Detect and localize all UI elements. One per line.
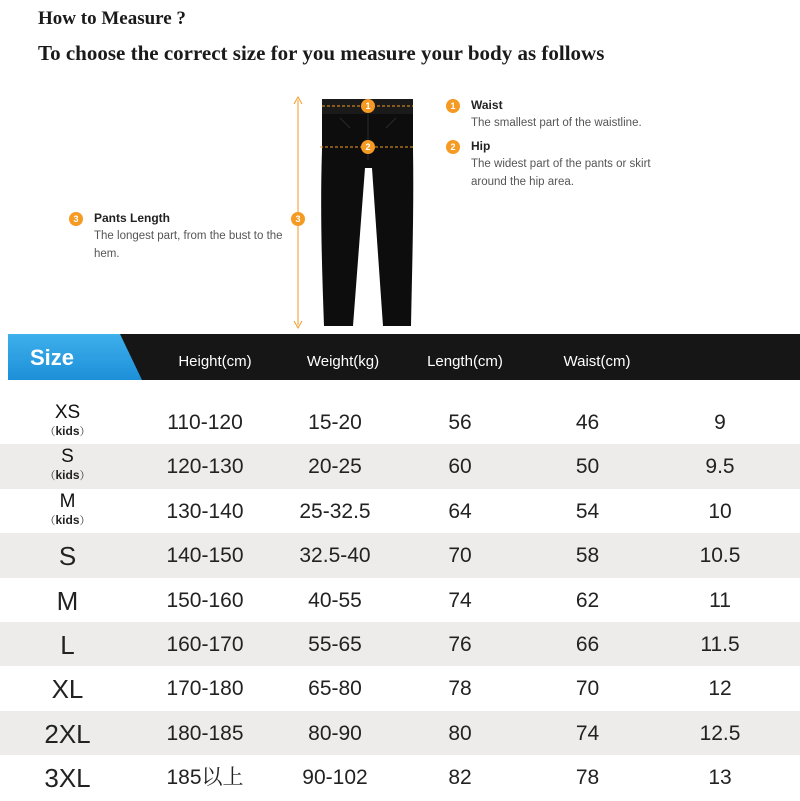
waist-cell: 66 <box>575 632 600 656</box>
kids-note <box>10 423 125 440</box>
length-cell: 78 <box>448 677 472 701</box>
length-cell: 56 <box>448 411 472 434</box>
hip-note-description: The widest part of the pants or skirt around the hip area. <box>471 158 651 188</box>
header-size-label: Size <box>30 345 75 370</box>
header-length: Length(cm) <box>427 353 503 370</box>
size-label: XS <box>54 402 81 423</box>
size-cell: XL <box>51 674 84 705</box>
size-cell: M <box>56 585 79 616</box>
hip-note-badge: 2 <box>446 140 460 154</box>
weight-cell: 80-90 <box>308 721 362 745</box>
waist-cell: 46 <box>575 411 600 434</box>
weight-cell: 25-32.5 <box>299 499 371 523</box>
table-row <box>0 622 800 666</box>
header-size-tab <box>8 334 142 380</box>
size-table-header <box>0 334 800 380</box>
height-cell: 140-150 <box>166 544 244 568</box>
length-cell: 82 <box>448 766 472 790</box>
weight-cell: 20-25 <box>308 455 362 479</box>
waist-cell: 74 <box>575 721 600 745</box>
waist-note-description: The smallest part of the waistline. <box>471 117 642 129</box>
length-marker-badge: 3 <box>291 212 305 226</box>
length-cell: 60 <box>448 455 472 479</box>
height-cell: 185以上 <box>166 766 244 790</box>
kids-label: kids <box>55 424 80 438</box>
hip-marker-badge: 2 <box>361 140 375 154</box>
kids-label: kids <box>55 468 80 483</box>
page-subtitle: To choose the correct size for you measure your body as follows <box>38 41 605 65</box>
measurement-figure <box>0 0 800 335</box>
size-cell: L <box>60 629 75 660</box>
length-cell: 74 <box>448 588 472 612</box>
size-cell: S <box>58 541 77 572</box>
weight-cell: 55-65 <box>308 632 362 656</box>
waist-marker-badge: 1 <box>361 99 375 113</box>
extra-cell: 12 <box>708 677 732 701</box>
size-cell <box>10 444 125 488</box>
size-table-body <box>0 400 800 800</box>
waist-note-badge: 1 <box>446 99 460 113</box>
waist-cell: 62 <box>575 588 600 612</box>
table-row <box>0 666 800 710</box>
waist-note <box>471 96 671 132</box>
length-cell: 80 <box>448 721 472 745</box>
extra-cell: 9 <box>714 411 726 434</box>
length-cell: 76 <box>448 632 472 656</box>
waist-cell: 50 <box>575 455 600 479</box>
table-row <box>0 489 800 533</box>
hip-note <box>471 137 661 191</box>
open-paren: （ <box>44 514 56 527</box>
open-paren: （ <box>44 470 56 483</box>
table-row <box>0 578 800 622</box>
header-weight: Weight(kg) <box>306 353 380 370</box>
kids-label: kids <box>55 512 80 527</box>
length-note-description: The longest part, from the bust to the hem. <box>94 230 283 260</box>
waist-note-title: Waist <box>471 98 503 112</box>
height-cell: 180-185 <box>166 721 244 745</box>
size-label: M <box>59 490 76 512</box>
weight-cell: 90-102 <box>302 766 368 790</box>
header-waist: Waist(cm) <box>563 353 631 370</box>
close-paren: ） <box>79 470 91 483</box>
extra-cell: 12.5 <box>699 721 741 745</box>
hip-note-title: Hip <box>471 139 491 153</box>
height-cell: 110-120 <box>167 411 243 434</box>
height-cell: 120-130 <box>166 455 244 479</box>
kids-note <box>10 467 125 484</box>
extra-cell: 10 <box>708 499 732 523</box>
table-row <box>0 444 800 488</box>
length-note-title: Pants Length <box>94 211 171 225</box>
waist-cell: 78 <box>575 766 600 790</box>
length-note <box>94 209 289 263</box>
extra-cell: 11 <box>709 588 731 612</box>
weight-cell: 15-20 <box>308 411 362 434</box>
waist-cell: 58 <box>575 544 600 568</box>
kids-note <box>10 512 125 529</box>
extra-cell: 9.5 <box>705 455 735 479</box>
close-paren: ） <box>79 426 91 438</box>
length-cell: 64 <box>448 499 472 523</box>
waist-cell: 70 <box>575 677 600 701</box>
table-row <box>0 711 800 755</box>
size-cell <box>10 489 125 533</box>
length-note-badge: 3 <box>69 212 83 226</box>
open-paren: （ <box>44 426 56 438</box>
weight-cell: 40-55 <box>308 588 362 612</box>
size-cell <box>10 400 125 444</box>
height-cell: 130-140 <box>166 499 244 523</box>
extra-cell: 10.5 <box>699 544 741 568</box>
table-row <box>0 400 800 444</box>
page-title: How to Measure ? <box>38 8 186 29</box>
height-cell: 160-170 <box>166 632 244 656</box>
close-paren: ） <box>79 514 91 527</box>
waist-cell: 54 <box>575 499 600 523</box>
pants-silhouette <box>321 99 413 326</box>
table-row <box>0 755 800 799</box>
weight-cell: 32.5-40 <box>299 544 371 568</box>
header-height: Height(cm) <box>178 353 252 370</box>
size-label: S <box>61 446 74 468</box>
height-cell: 150-160 <box>166 588 244 612</box>
length-cell: 70 <box>448 544 472 568</box>
size-cell: 3XL <box>44 763 91 794</box>
weight-cell: 65-80 <box>308 677 362 701</box>
extra-cell: 11.5 <box>700 632 740 656</box>
size-cell: 2XL <box>44 718 91 749</box>
table-row <box>0 533 800 577</box>
height-cell: 170-180 <box>166 677 244 701</box>
extra-cell: 13 <box>708 766 732 790</box>
pants-illustration <box>0 0 800 335</box>
